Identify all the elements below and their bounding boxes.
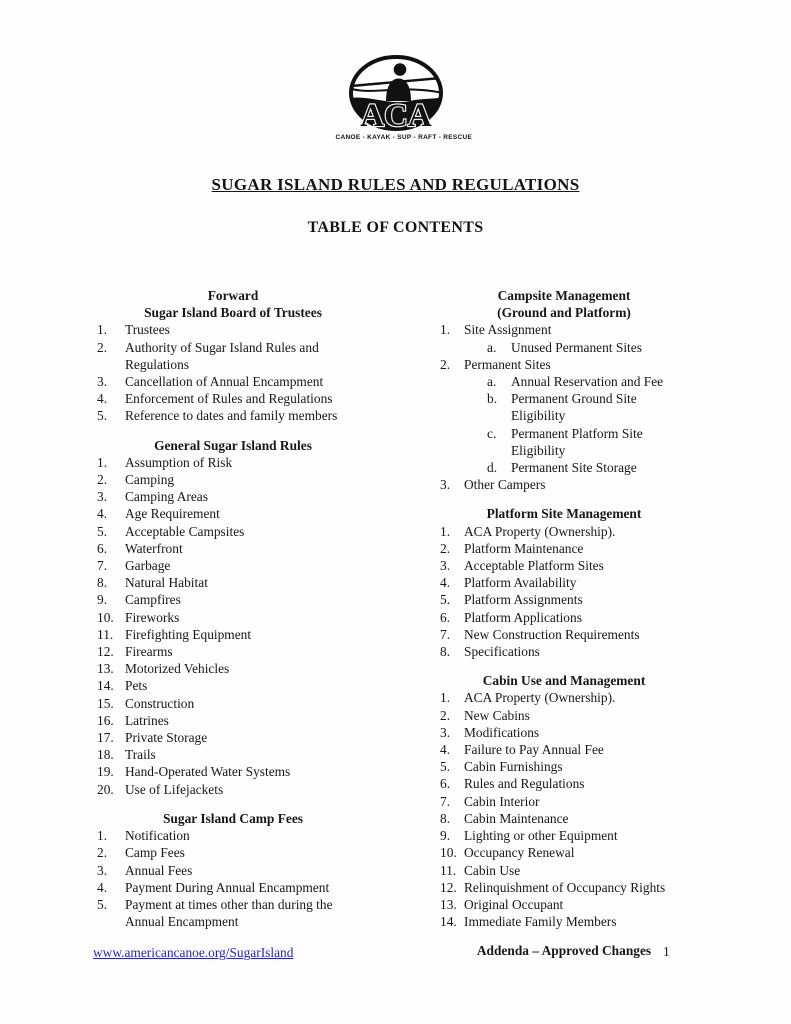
toc-subitem [487,339,688,356]
item-text: Site Assignment [464,322,552,338]
item-number: 4. [440,742,451,758]
item-text: Lighting or other Equipment [464,828,618,844]
toc-section [97,437,369,798]
item-number: 7. [97,558,108,574]
item-text: Other Campers [464,477,546,493]
subitem-letter: a. [487,339,497,355]
item-text: Firearms [125,644,173,660]
section-heading: Forward [207,288,259,303]
toc-item [97,781,369,798]
item-text: ACA Property (Ownership). [464,523,616,539]
item-number: 13. [97,661,114,677]
toc-item [440,724,688,741]
item-number: 20. [97,781,114,797]
item-number: 19. [97,764,114,780]
toc-item [440,758,688,775]
item-number: 15. [97,695,114,711]
toc-item [440,913,688,930]
section-heading: Addenda – Approved Changes [476,943,652,959]
toc-section [440,942,688,959]
item-text: Platform Availability [464,575,577,591]
item-number: 18. [97,747,114,763]
aca-logo [335,55,473,141]
item-number: 5. [97,896,108,912]
toc-item [97,862,369,879]
item-text: Camping [125,472,175,488]
item-number: 6. [97,540,108,556]
item-text: Age Requirement [125,506,220,522]
item-number: 4. [97,391,108,407]
toc-item [440,689,688,706]
aca-emblem-icon [346,55,446,133]
item-text: Platform Maintenance [464,540,584,556]
item-text: Cancellation of Annual Encampment [125,374,324,390]
toc-item [440,574,688,591]
item-text: Assumption of Risk [125,454,233,470]
toc-item [440,321,688,338]
subitem-letter: c. [487,425,497,441]
toc-item [97,339,369,373]
item-number: 3. [440,558,451,574]
toc-item [97,729,369,746]
item-number: 3. [97,374,108,390]
toc-item [97,695,369,712]
toc-section [440,505,688,660]
item-text: Trails [125,747,156,763]
item-number: 12. [97,644,114,660]
item-number: 2. [97,472,108,488]
item-number: 1. [97,322,108,338]
item-text: ACA Property (Ownership). [464,690,616,706]
item-number: 5. [440,759,451,775]
item-number: 7. [440,626,451,642]
item-text: Natural Habitat [125,575,208,591]
item-text: Garbage [125,558,171,574]
item-number: 1. [440,690,451,706]
item-text: Modifications [464,724,540,740]
toc-item [440,476,688,493]
item-number: 14. [440,914,457,930]
item-text: Motorized Vehicles [125,661,230,677]
toc-item [97,471,369,488]
item-number: 2. [440,707,451,723]
item-text: Platform Assignments [464,592,583,608]
item-number: 8. [97,575,108,591]
section-heading: (Ground and Platform) [497,305,631,321]
item-number: 17. [97,730,114,746]
toc-item [97,574,369,591]
section-heading: Sugar Island Board of Trustees [144,305,322,321]
toc-section [440,672,688,930]
toc-item [97,390,369,407]
subitem-text: Annual Reservation and Fee [511,374,664,390]
item-number: 8. [440,644,451,660]
item-number: 12. [440,879,457,895]
toc-item [97,505,369,522]
item-text: Private Storage [125,730,208,746]
toc-item [440,879,688,896]
item-text: Payment During Annual Encampment [125,879,330,895]
item-number: 3. [440,477,451,493]
item-number: 13. [440,896,457,912]
item-text: Cabin Furnishings [464,759,563,775]
item-number: 2. [440,540,451,556]
toc-item [97,746,369,763]
item-number: 14. [97,678,114,694]
section-heading: General Sugar Island Rules [154,437,312,453]
item-number: 10. [440,845,457,861]
item-text: Construction [125,695,195,711]
item-text: Failure to Pay Annual Fee [464,742,604,758]
toc-subitem [487,373,688,390]
item-number: 10. [97,609,114,625]
item-number: 16. [97,712,114,728]
section-heading: Sugar Island Camp Fees [162,810,303,826]
toc-item [97,373,369,390]
item-number: 6. [440,609,451,625]
item-text: Camping Areas [125,489,208,505]
item-number: 3. [440,724,451,740]
logo-caption: CANOE - KAYAK - SUP - RAFT - RESCUE [335,134,473,141]
item-text: Cabin Interior [464,793,540,809]
item-text: Fireworks [125,609,180,625]
item-text: Firefighting Equipment [125,626,252,642]
toc-heading: TABLE OF CONTENTS [307,219,484,236]
toc-item [97,626,369,643]
toc-section [440,287,688,493]
item-text: Reference to dates and family members [125,408,338,424]
item-text: Cabin Maintenance [464,810,569,826]
subitem-text: Permanent Platform Site Eligibility [511,425,643,458]
toc-subitem [487,459,688,476]
item-text: Authority of Sugar Island Rules and Regulations [125,339,319,372]
item-number: 4. [440,575,451,591]
toc-item [97,609,369,626]
toc-item [97,523,369,540]
toc-item [440,540,688,557]
toc-item [440,523,688,540]
toc-item [97,879,369,896]
item-text: Acceptable Platform Sites [464,558,604,574]
item-text: Cabin Use [464,862,521,878]
item-number: 6. [440,776,451,792]
item-number: 1. [440,523,451,539]
toc-subitem [487,390,688,424]
item-number: 2. [97,845,108,861]
item-text: Immediate Family Members [464,914,617,930]
toc-item [97,896,369,930]
item-text: Use of Lifejackets [125,781,224,797]
item-number: 1. [97,828,108,844]
subitem-text: Unused Permanent Sites [511,339,642,355]
item-text: New Construction Requirements [464,626,640,642]
subitem-letter: b. [487,391,498,407]
item-text: New Cabins [464,707,530,723]
toc-column-left [97,287,369,960]
item-number: 3. [97,489,108,505]
toc-section [97,810,369,930]
item-text: Occupancy Renewal [464,845,575,861]
item-number: 5. [97,523,108,539]
item-text: Camp Fees [125,845,185,861]
toc-item [97,677,369,694]
toc-item [97,321,369,338]
toc-section [97,287,369,425]
toc-item [97,643,369,660]
toc-item [97,844,369,861]
item-text: Platform Applications [464,609,582,625]
toc-item [440,862,688,879]
item-text: Notification [125,828,190,844]
toc-item [97,712,369,729]
item-text: Permanent Sites [464,356,551,372]
toc-item [97,407,369,424]
section-heading: Campsite Management [497,288,631,303]
subitem-text: Permanent Site Storage [511,460,637,476]
toc-item [440,643,688,660]
subitem-text: Permanent Ground Site Eligibility [511,391,637,424]
toc-item [440,356,688,373]
item-number: 7. [440,793,451,809]
toc-item [97,557,369,574]
item-number: 3. [97,862,108,878]
document-title: SUGAR ISLAND RULES AND REGULATIONS [211,175,580,194]
item-text: Pets [125,678,148,694]
item-text: Hand-Operated Water Systems [125,764,291,780]
item-text: Waterfront [125,540,183,556]
item-number: 11. [97,626,114,642]
item-text: Specifications [464,644,540,660]
toc-item [97,763,369,780]
toc-item [440,557,688,574]
toc-item [440,707,688,724]
footer-link[interactable]: www.americancanoe.org/SugarIsland [93,945,294,960]
toc-item [440,775,688,792]
item-number: 8. [440,810,451,826]
toc-columns [97,287,688,960]
toc-item [97,660,369,677]
item-number: 11. [440,862,457,878]
item-number: 5. [440,592,451,608]
toc-item [97,591,369,608]
item-text: Annual Fees [125,862,193,878]
item-text: Campfires [125,592,181,608]
item-number: 4. [97,506,108,522]
aca-letters: ACA [359,98,432,133]
toc-item [440,626,688,643]
item-text: Trustees [125,322,170,338]
section-heading: Cabin Use and Management [482,673,646,689]
toc-item [440,896,688,913]
item-text: Relinquishment of Occupancy Rights [464,879,666,895]
toc-item [97,827,369,844]
item-number: 1. [97,454,108,470]
item-text: Payment at times other than during the Annual Encampment [125,896,333,930]
toc-item [440,810,688,827]
toc-item [440,609,688,626]
item-text: Latrines [125,712,169,728]
toc-subitem [487,425,688,459]
item-number: 9. [97,592,108,608]
item-text: Enforcement of Rules and Regulations [125,391,333,407]
item-number: 4. [97,879,108,895]
item-number: 2. [97,339,108,355]
toc-item [97,488,369,505]
item-text: Rules and Regulations [464,776,585,792]
toc-column-right [440,287,688,960]
toc-item [97,540,369,557]
toc-item [440,844,688,861]
toc-item [97,454,369,471]
item-text: Original Occupant [464,896,564,912]
item-number: 9. [440,828,451,844]
subitem-letter: a. [487,374,497,390]
page-number: 1 [663,944,670,959]
section-heading: Platform Site Management [486,506,642,522]
toc-item [440,793,688,810]
item-number: 1. [440,322,451,338]
item-text: Acceptable Campsites [125,523,245,539]
subitem-letter: d. [487,460,498,476]
item-number: 5. [97,408,108,424]
toc-item [440,827,688,844]
item-number: 2. [440,356,451,372]
toc-item [440,741,688,758]
toc-item [440,591,688,608]
